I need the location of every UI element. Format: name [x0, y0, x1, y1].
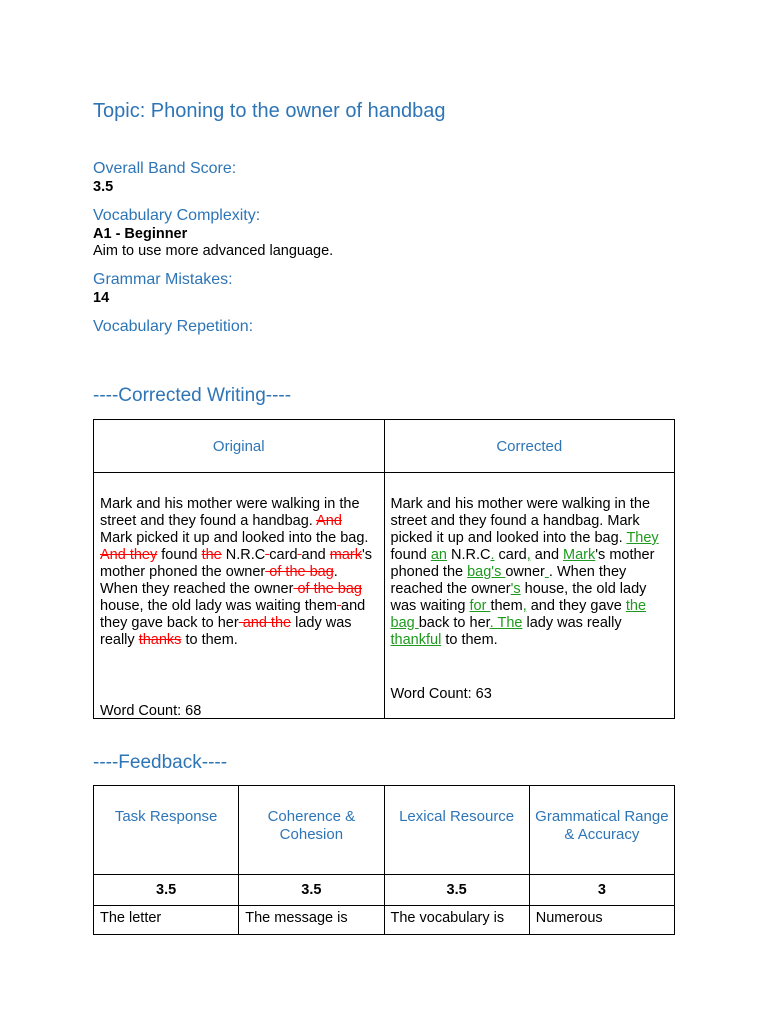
- inserted-text: Mark: [563, 547, 596, 563]
- grammar-feedback: Numerous: [529, 906, 674, 935]
- inserted-text: .: [490, 547, 495, 563]
- corrected-text-segment: them: [490, 598, 523, 614]
- corrected-text-segment: to them.: [441, 632, 498, 648]
- coherence-feedback: The message is: [239, 906, 384, 935]
- corrected-text-segment: found: [390, 547, 431, 563]
- original-text-segment: and: [301, 547, 330, 563]
- corrected-writing-table: [93, 419, 675, 719]
- original-text-segment: house, the old lady was waiting: [100, 598, 305, 614]
- deleted-text: And they: [100, 547, 158, 563]
- original-text-segment: card: [269, 547, 298, 563]
- original-text-segment: owner: [225, 564, 266, 580]
- coherence-header: Coherence & Cohesion: [239, 786, 384, 875]
- corrected-text-segment: Mark picked it up and looked into the bag.: [390, 513, 640, 546]
- corrected-writing-title: ----Corrected Writing----: [93, 385, 292, 406]
- grammar-score: 3: [529, 875, 674, 906]
- corrected-text-segment: lady was really: [522, 615, 622, 631]
- vocab-repetition-label: Vocabulary Repetition:: [93, 318, 254, 335]
- lexical-header: Lexical Resource: [384, 786, 529, 875]
- corrected-text-segment: N.R.C: [446, 547, 491, 563]
- overall-band-label: Overall Band Score:: [93, 160, 237, 177]
- corrected-cell: [384, 473, 675, 719]
- corrected-text-segment: back to her: [418, 615, 490, 631]
- corrected-text-segment: and: [530, 547, 564, 563]
- corrected-text-segment: card: [494, 547, 527, 563]
- grammar-mistakes-value: 14: [93, 290, 110, 306]
- original-text-segment: and they gave: [100, 598, 366, 631]
- feedback-table: [93, 785, 675, 935]
- corrected-text-segment: Mark and his mother were walking in the street and they found a handbag.: [390, 496, 651, 529]
- vocab-complexity-value: A1 - Beginner: [93, 226, 188, 242]
- topic-title: Topic: Phoning to the owner of handbag: [93, 100, 446, 122]
- original-text-segment: to them.: [181, 632, 238, 648]
- inserted-text: bag's: [467, 564, 506, 580]
- original-text-segment: found: [157, 547, 202, 563]
- task-response-header: Task Response: [94, 786, 239, 875]
- corrected-text-segment: and they gave: [526, 598, 626, 614]
- original-text-segment: Mark and his mother were walking in the street and they found a handbag.: [100, 496, 360, 529]
- lexical-score: 3.5: [384, 875, 529, 906]
- inserted-text: They: [626, 530, 659, 546]
- inserted-text: ,: [526, 547, 531, 563]
- original-text-segment: Mark picked it up and looked into the bag.: [100, 530, 369, 546]
- lexical-feedback: The vocabulary is: [384, 906, 529, 935]
- deleted-text: And: [316, 513, 342, 529]
- inserted-text: an: [430, 547, 447, 563]
- deleted-text: thanks: [138, 632, 182, 648]
- corrected-text-segment: house, the old lady was waiting: [390, 581, 647, 614]
- inserted-text: thankful: [390, 632, 442, 648]
- original-text-segment: N.R.C: [221, 547, 266, 563]
- deleted-text: and the: [238, 615, 292, 631]
- inserted-text: for: [469, 598, 491, 614]
- original-text-segment: back to her: [166, 615, 239, 631]
- coherence-score: 3.5: [239, 875, 384, 906]
- original-word-count: Word Count: 68: [100, 703, 202, 719]
- inserted-text: ,: [522, 598, 527, 614]
- original-text-segment: lady was really: [100, 615, 352, 648]
- original-cell: [94, 473, 385, 719]
- overall-band-value: 3.5: [93, 179, 114, 195]
- corrected-word-count: Word Count: 63: [390, 686, 492, 702]
- vocab-complexity-label: Vocabulary Complexity:: [93, 207, 261, 224]
- original-text: [100, 496, 378, 649]
- original-text-segment: them: [304, 598, 337, 614]
- inserted-text: . The: [489, 615, 523, 631]
- grammar-mistakes-label: Grammar Mistakes:: [93, 271, 233, 288]
- task-response-score: 3.5: [94, 875, 239, 906]
- deleted-text: the: [201, 547, 222, 563]
- vocab-complexity-note: Aim to use more advanced language.: [93, 243, 334, 259]
- task-response-feedback: The letter: [94, 906, 239, 935]
- deleted-text: of the bag: [265, 564, 334, 580]
- corrected-header: Corrected: [384, 420, 675, 473]
- corrected-text-segment: 's mother phoned the: [390, 547, 655, 580]
- original-text-segment: . When they reached the owner: [100, 564, 338, 597]
- corrected-text: [391, 496, 669, 649]
- deleted-text: of the bag: [293, 581, 362, 597]
- inserted-text: the bag: [390, 598, 647, 631]
- deleted-text: mark: [329, 547, 363, 563]
- original-text-segment: 's mother phoned the: [100, 547, 373, 580]
- corrected-text-segment: . When they reached the owner: [390, 564, 627, 597]
- feedback-title: ----Feedback----: [93, 752, 228, 773]
- original-header: Original: [94, 420, 385, 473]
- inserted-text: 's: [510, 581, 521, 597]
- grammar-header: Grammatical Range & Accuracy: [529, 786, 674, 875]
- corrected-text-segment: owner: [505, 564, 545, 580]
